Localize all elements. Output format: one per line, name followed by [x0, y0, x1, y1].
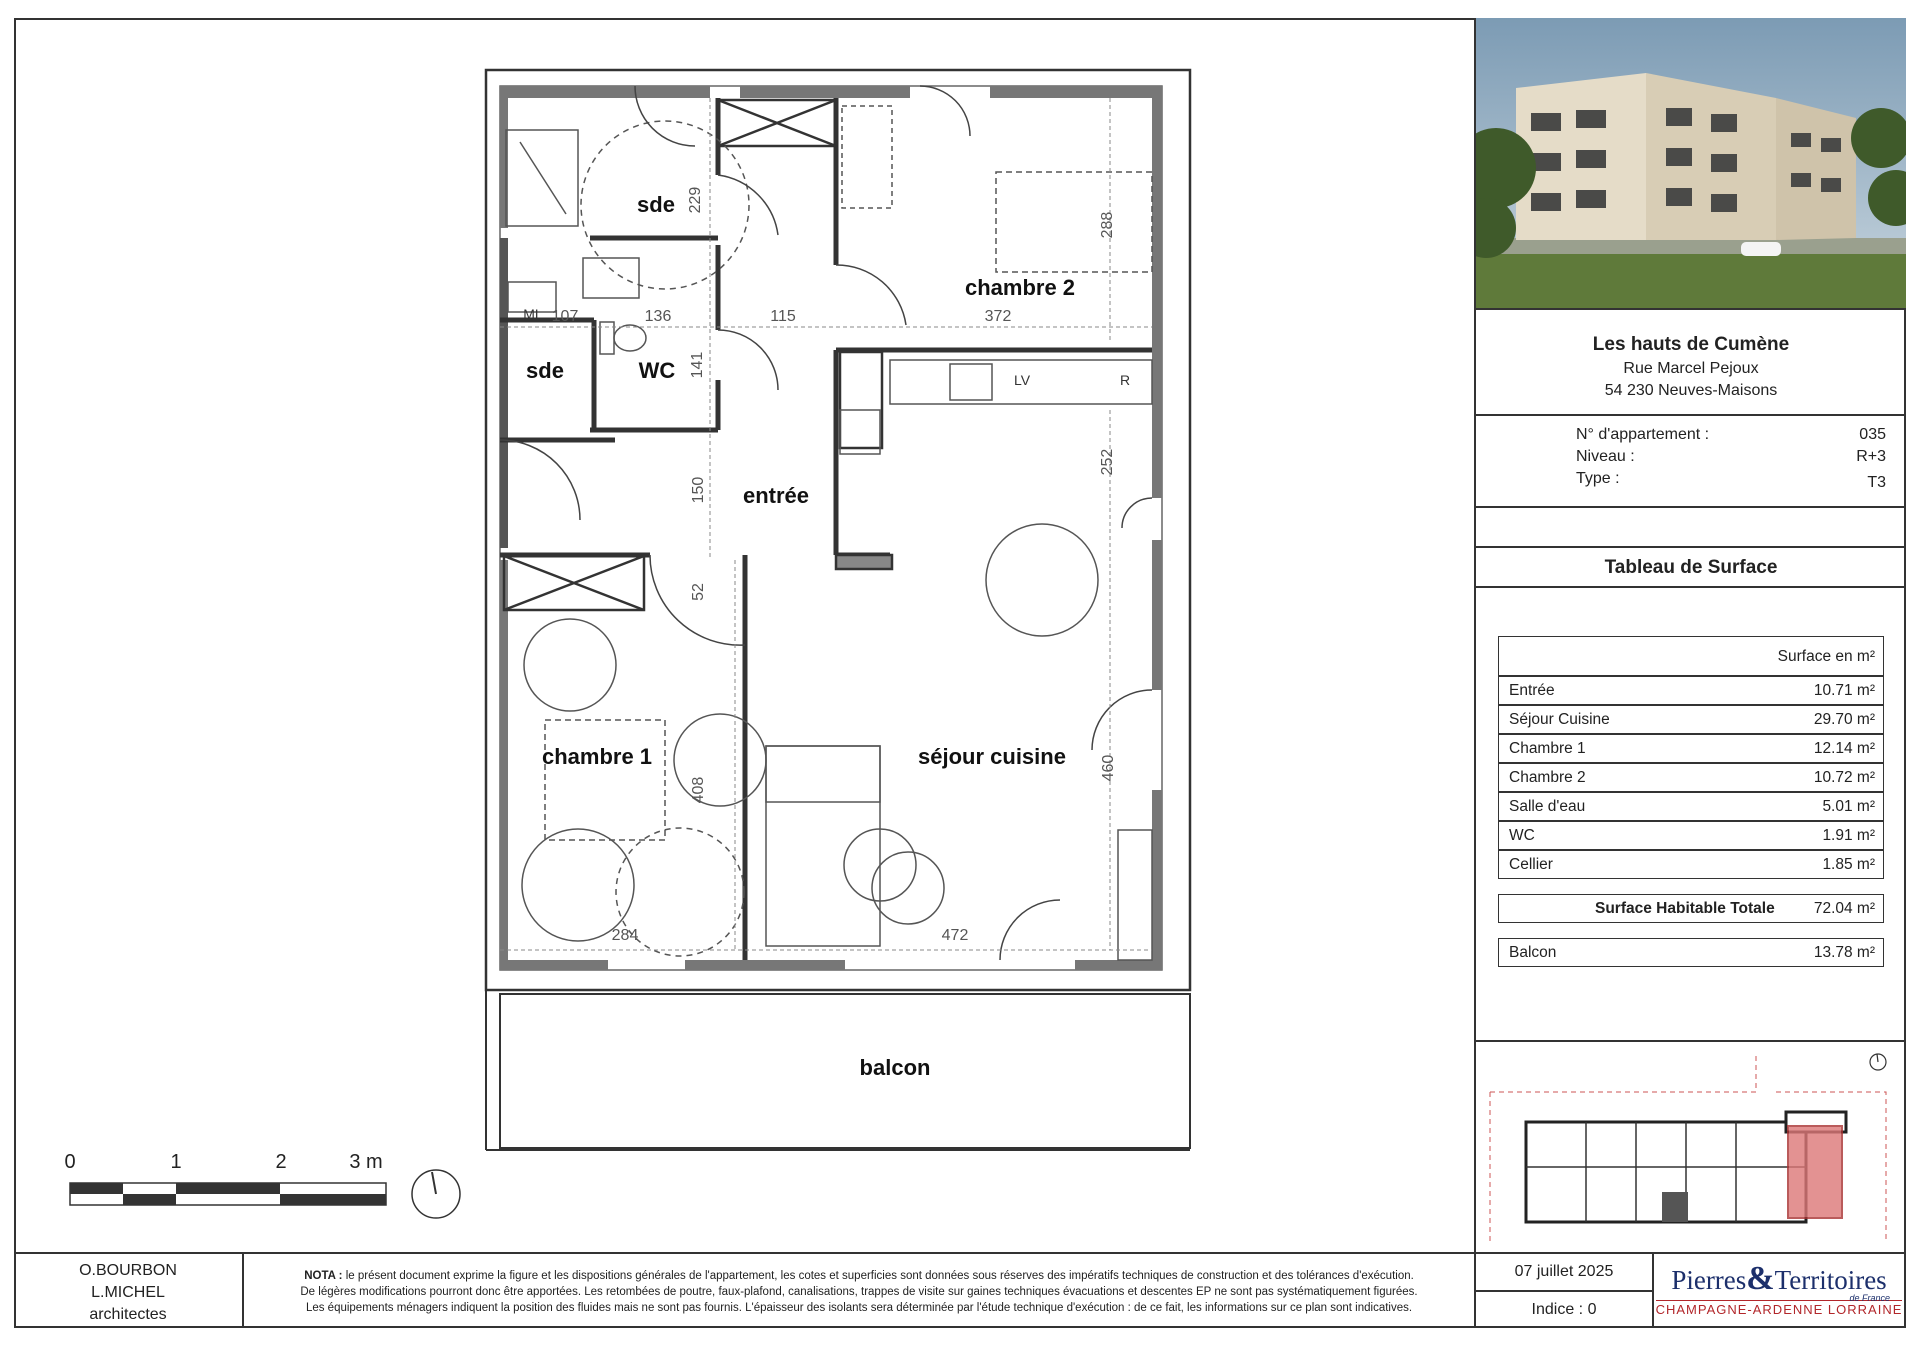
apartment-level-value: R+3 — [1856, 448, 1886, 465]
plan-index: Indice : 0 — [1474, 1292, 1654, 1328]
spacer — [1476, 508, 1906, 548]
total-surface-value: 72.04 m² — [1813, 900, 1875, 917]
bed-circle-a — [524, 619, 616, 711]
architects-label: architectes — [89, 1306, 167, 1323]
dimension-label: 460 — [1100, 754, 1117, 782]
architect-name: L.MICHEL — [91, 1284, 165, 1301]
dimension-label: 252 — [1099, 448, 1116, 476]
washbasin-sde — [583, 258, 639, 298]
table-row: Chambre 1 12.14 m² — [1498, 734, 1884, 763]
fixture-label-ml: ML — [523, 306, 543, 322]
room-label-sejour: séjour cuisine — [918, 744, 1066, 769]
dimension-label: 52 — [690, 583, 707, 601]
balcon-row — [1498, 938, 1884, 967]
apartment-type-row — [1576, 470, 1886, 491]
architects-block — [14, 1254, 244, 1328]
balcon-label: Balcon — [1509, 944, 1557, 961]
north-arrow-icon — [412, 1170, 460, 1218]
wall-top-b — [740, 86, 910, 98]
info-panel — [1474, 18, 1906, 1254]
surface-table — [1476, 588, 1906, 1042]
project-street: Rue Marcel Pejoux — [1623, 360, 1759, 377]
apartment-number-row — [1576, 426, 1886, 444]
apartment-type-label: Type : — [1576, 470, 1620, 487]
dimension-label: 408 — [690, 776, 707, 804]
highlighted-apartment — [1788, 1126, 1842, 1218]
project-header — [1476, 310, 1906, 416]
kitchen-sink — [950, 364, 992, 400]
project-name: Les hauts de Cumène — [1592, 334, 1790, 355]
tv-unit — [1118, 830, 1152, 960]
total-surface-row — [1498, 894, 1884, 923]
balcony-outline — [500, 994, 1190, 1148]
room-label-entree: entrée — [742, 483, 810, 508]
building-rendering — [1476, 18, 1906, 310]
door-swing — [836, 265, 906, 325]
apartment-info — [1476, 416, 1906, 508]
nota-line: De légères modifications pourront donc être apportées. Les retombées de poutre, faux-plafond, canalisations, trappes de visite sur gaines techniques évacuations et descentes EP ne sont pas systématiquement figurées. — [300, 1286, 1418, 1298]
dimension-label: 229 — [687, 186, 704, 214]
table-row: Chambre 2 10.72 m² — [1498, 763, 1884, 792]
apartment-level-row — [1576, 448, 1886, 466]
wall-top-a — [500, 86, 710, 98]
plan-date: 07 juillet 2025 — [1474, 1254, 1654, 1292]
room-label-chambre1: chambre 1 — [541, 744, 653, 769]
north-arrow-icon — [1870, 1054, 1886, 1070]
bed-chambre1 — [545, 720, 665, 840]
dimension-label: 136 — [644, 308, 672, 325]
apartment-number-value: 035 — [1859, 426, 1886, 443]
wall-right-a — [1152, 98, 1162, 498]
dimension-label: 284 — [611, 927, 639, 944]
door-swing — [718, 175, 778, 235]
wall-top-c — [990, 86, 1162, 98]
architect-name: O.BOURBON — [79, 1262, 177, 1279]
nota-label: NOTA : — [304, 1270, 343, 1282]
wall-bottom-c — [1075, 960, 1162, 970]
scale-tick-label: 2 — [275, 1151, 287, 1173]
logo-ampersand: & — [1746, 1260, 1775, 1297]
balcon-value: 13.78 m² — [1813, 944, 1875, 961]
wall-bottom-b — [685, 960, 845, 970]
surface-table-title: Tableau de Surface — [1476, 548, 1906, 588]
apartment-number-label: N° d'appartement : — [1576, 426, 1710, 443]
dimension-label: 107 — [551, 308, 579, 325]
table-row: Entrée 10.71 m² — [1498, 676, 1884, 705]
logo-tagline: de France — [1849, 1293, 1890, 1303]
logo-region: CHAMPAGNE-ARDENNE LORRAINE — [1655, 1302, 1903, 1317]
dimension-label: 141 — [689, 351, 706, 379]
scale-tick-label: 1 — [170, 1151, 182, 1173]
scale-tick-label: 3 m — [349, 1151, 383, 1173]
total-surface-label: Surface Habitable Totale — [1595, 900, 1775, 917]
room-label-chambre2: chambre 2 — [964, 275, 1076, 300]
logo-word: Pierres — [1671, 1265, 1747, 1295]
scale-bar — [70, 1183, 386, 1205]
table-row: Séjour Cuisine 29.70 m² — [1498, 705, 1884, 734]
dining-table — [986, 524, 1098, 636]
wall-left-b — [500, 560, 508, 960]
wall-left-a — [500, 98, 508, 228]
company-logo — [1654, 1254, 1904, 1328]
room-label-sde: sde — [637, 192, 675, 217]
scale-tick-label: 0 — [64, 1151, 76, 1173]
dimension-label: 472 — [941, 927, 969, 944]
dimension-label: 288 — [1099, 211, 1116, 239]
shower — [506, 130, 578, 226]
title-block-footer — [14, 1252, 1906, 1328]
table-row: Salle d'eau 5.01 m² — [1498, 792, 1884, 821]
bed-circle-c — [522, 829, 634, 941]
apartment-level-label: Niveau : — [1576, 448, 1635, 465]
surface-table-header — [1498, 636, 1884, 676]
logo-word: Territoires — [1774, 1265, 1887, 1295]
nota-line: Les équipements ménagers indiquent la position des fluides mais ne sont pas fournis. L'épaisseur des isolants sera déterminée par l'étude technique d'exécution : de ce fait, les informations sur ce plan sont indicatives. — [305, 1302, 1413, 1314]
bed-circle-b — [674, 714, 766, 806]
room-label-balcon: balcon — [859, 1055, 931, 1080]
wall-bottom-a — [500, 960, 608, 970]
dimension-label: 115 — [770, 308, 796, 325]
bed-chambre2 — [996, 172, 1152, 272]
disclaimer-note — [246, 1254, 1472, 1328]
sofa — [766, 746, 880, 946]
nota-line: le présent document exprime la figure et les dispositions générales de l'appartement, les cotes et superficies sont données sous réserves des impératifs techniques de construction et des tolérances d'exécution. — [342, 1270, 1414, 1282]
toilet — [614, 325, 646, 351]
dimension-label: 150 — [690, 476, 707, 504]
room-label-wc: WC — [638, 358, 676, 383]
table-row: WC 1.91 m² — [1498, 821, 1884, 850]
fixture-label-r: R — [1119, 372, 1131, 388]
wall-right-c — [1152, 790, 1162, 960]
fixture-label-lv: LV — [1013, 372, 1031, 388]
table-row: Cellier 1.85 m² — [1498, 850, 1884, 879]
apartment-type-value: T3 — [1867, 474, 1886, 491]
surface-table-header-label: Surface en m² — [1777, 648, 1875, 665]
dimension-label: 372 — [984, 308, 1012, 325]
building-key-plan — [1476, 1042, 1906, 1254]
wall-right-b — [1152, 540, 1162, 690]
room-label-sde-small: sde — [526, 358, 564, 383]
project-city: 54 230 Neuves-Maisons — [1604, 382, 1778, 399]
